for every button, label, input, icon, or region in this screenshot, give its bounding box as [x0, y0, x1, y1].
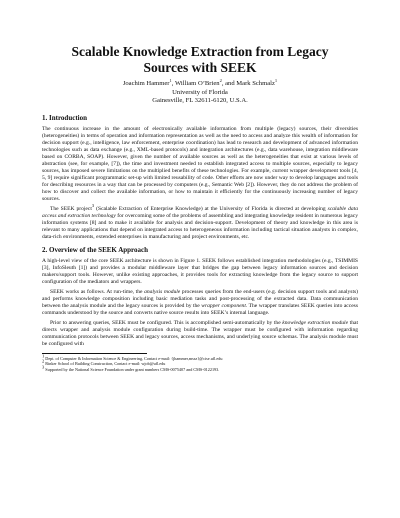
text-run: The SEEK project: [50, 205, 92, 212]
affiliation-university: University of Florida: [172, 88, 228, 96]
author-affil-marker: 2: [219, 77, 222, 83]
author-name: William O’Brien: [174, 80, 220, 87]
emphasis-text: knowledge extraction module: [282, 319, 349, 326]
affiliation: [42, 89, 358, 106]
overview-paragraph-1: A high-level view of the core SEEK architecture is shown in Figure 1. SEEK follows established integration methodologies (e.g., TSIMMIS [3], InfoSleuth [1]) and provides a modular middleware layer that bridges the gap between legacy information sources and decision makers/support tools. However, unlike existing approaches, it provides tools for extracting knowledge from the legacy source to support configuration of the mediators and wrappers.: [42, 257, 358, 285]
text-run: for overcoming some of the problems of assembling and integrating knowledge resident in numerous legacy information systems [8] and to make it available for analysis and decision-support. Development of theory and knowledge in this area is relevant to many applications that depend on integrated access to heterogeneous information including tactical situation analysts in complex, data-rich environments, extended enterprises in manufacturing and project environments, etc.: [42, 212, 358, 240]
emphasis-text: wrapper component: [201, 302, 246, 309]
footnote-text: Supported by the National Science Foundation under grant numbers CMS-0075407 and CMS-0122193.: [45, 366, 220, 372]
text-run: Prior to answering queries, SEEK must be configured. This is accomplished semi-automatically by the: [50, 319, 283, 326]
footnote-divider: [42, 353, 147, 354]
footnote-marker: 3: [91, 202, 95, 208]
paper-title: Scalable Knowledge Extraction from Legacy Sources with SEEK: [71, 44, 329, 75]
affiliation-city: Gainesville, FL 32611-6120, U.S.A.: [152, 97, 248, 104]
text-run: that directs wrapper and analysis module configuration during build-time. The wrapper must be configured with information regarding communication protocols between SEEK and legacy sources, access mechanisms, and underlying source schemas. The analysis module must be configured with: [42, 319, 358, 347]
footnote-text: Rinker School of Building Construction, Contact e-mail: wjob@ufl.edu: [45, 361, 166, 367]
overview-paragraph-2: [42, 289, 358, 317]
footnotes: [42, 353, 358, 373]
footnote-marker: 1: [42, 353, 45, 359]
text-run: processes queries from the end-users (e.g. decision support tools and analysts) and performs knowledge composition including basic mediation tasks and post-processing of the extracted data. Data communication between the analysis module and the legacy sources is provided by the: [42, 288, 358, 309]
text-run: . The wrapper translates SEEK queries into access commands understood by the source and converts native source results into SEEK’s internal language.: [42, 302, 358, 316]
author-name: Joachim Hammer: [122, 80, 170, 87]
text-run: (Scalable Extraction of Enterprise Knowledge) at the University of Florida is directed at developing: [94, 205, 328, 212]
section-heading-introduction: 1. Introduction: [42, 113, 87, 122]
author-name: and Mark Schmalz: [225, 80, 275, 87]
overview-paragraph-3: [42, 320, 358, 348]
author-affil-marker: 1: [169, 77, 172, 83]
footnote-marker: 3: [42, 364, 45, 370]
author-list: Joachim Hammer$^1$, William O’Brien$^2$, and Mark Schmalz$^1$: [122, 77, 278, 87]
intro-paragraph-1: The continuous increase in the amount of electronically available information from multiple (legacy) sources, their diversities (heterogeneities) in terms of operation and information representation as well as the need to access and analyze this wealth of information for decision support (e.g., intelligence, law enforcement, enterprise coordination) has lead to research and development of advanced information technologies such as data exchange (e.g., XML-based protocols) and integration architectures (e.g., data warehouse, integration middleware based on CORBA, SOAP). However, given the number of available sources as well as the heterogeneities that exist at various levels of abstraction (see, for example, [7]), the time and investment needed to establish integrated access to multiple sources, especially to legacy sources, has imposed severe limitations on the multiplied benefits of these technologies. For example, current wrapper development tools [4, 5, 9] require significant programmatic set-up with limited reusability of code. Other efforts are now under way to develop languages and tools for describing resources in a way that can be processed by computers (e.g., Semantic Web [2]). However, they do not address the problem of how to discover and collect the available information, or how to maintain it efficiently for the continuously increasing number of legacy sources.: [42, 125, 358, 202]
emphasis-text: scalable data access and extraction technology: [42, 205, 358, 219]
footnote-marker: 2: [42, 358, 45, 364]
emphasis-text: analysis module: [144, 288, 181, 295]
text-run: SEEK works as follows. At run-time, the: [50, 288, 145, 295]
author-affil-marker: 1: [274, 77, 278, 83]
section-heading-overview: 2. Overview of the SEEK Approach: [42, 245, 149, 254]
intro-paragraph-2: [42, 202, 358, 241]
footnote-text: Dept. of Computer & Information Science & Engineering, Contact e-mail: {jhammer,mssz}@cise.ufl.edu: [45, 355, 223, 361]
